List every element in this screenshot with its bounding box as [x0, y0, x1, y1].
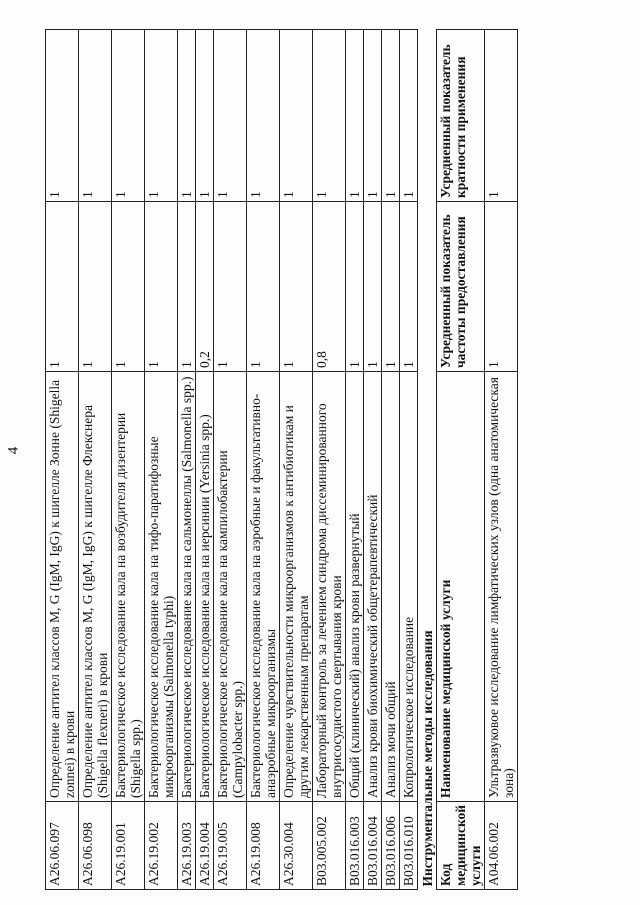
table-row	[382, 30, 400, 890]
cell-mult: 1	[214, 30, 247, 202]
cell-code: A26.06.097	[46, 802, 79, 890]
cell-freq: 1	[145, 202, 178, 372]
cell-code: B03.016.003	[346, 802, 364, 890]
cell-code: A26.19.008	[247, 802, 280, 890]
cell-mult: 1	[46, 30, 79, 202]
cell-freq: 0,8	[313, 202, 346, 372]
services-table	[45, 29, 518, 890]
cell-name: Бактериологическое исследование кала на возбудителя дизентерии (Shigella spp.)	[112, 372, 145, 802]
page-number: 4	[5, 446, 22, 455]
header-name: Наименование медицинской услуги	[437, 372, 485, 802]
cell-code: B03.016.010	[400, 802, 418, 890]
cell-mult: 1	[346, 30, 364, 202]
section-title: Инструментальные методы исследования	[418, 30, 437, 890]
cell-name: Общий (клинический) анализ крови развернутый	[346, 372, 364, 802]
cell-code: B03.016.004	[364, 802, 382, 890]
cell-name: Копрологическое исследование	[400, 372, 418, 802]
cell-mult: 1	[178, 30, 196, 202]
rotated-content	[45, 30, 590, 890]
cell-mult: 1	[247, 30, 280, 202]
table-row	[46, 30, 79, 890]
table-row	[178, 30, 196, 890]
cell-mult: 1	[196, 30, 214, 202]
cell-name: Бактериологическое исследование кала на аэробные и факультативно-анаэробные микроорганизмы	[247, 372, 280, 802]
cell-mult: 1	[145, 30, 178, 202]
cell-freq: 1	[364, 202, 382, 372]
cell-code: A26.19.001	[112, 802, 145, 890]
cell-code: A26.19.005	[214, 802, 247, 890]
cell-code: A04.06.002	[485, 802, 518, 890]
cell-code: B03.016.006	[382, 802, 400, 890]
section-row	[418, 30, 437, 890]
table-row	[400, 30, 418, 890]
table-row	[485, 30, 518, 890]
cell-freq: 1	[382, 202, 400, 372]
header-row	[437, 30, 485, 890]
table-row	[79, 30, 112, 890]
cell-name: Определение антител классов M, G (IgM, IgG) к шигелле Зонне (Shigella zonnei) в крови	[46, 372, 79, 802]
header-mult: Усредненный показатель кратности применения	[437, 30, 485, 202]
cell-code: A26.06.098	[79, 802, 112, 890]
cell-name: Бактериологическое исследование кала на сальмонеллы (Salmonella spp.)	[178, 372, 196, 802]
cell-freq: 1	[247, 202, 280, 372]
table-row	[313, 30, 346, 890]
cell-code: A26.19.002	[145, 802, 178, 890]
table-row	[196, 30, 214, 890]
table-row	[214, 30, 247, 890]
cell-name: Определение чувствительности микроорганизмов к антибиотикам и другим лекарственным препаратам	[280, 372, 313, 802]
cell-freq: 1	[280, 202, 313, 372]
cell-name: Ультразвуковое исследование лимфатических узлов (одна анатомическая зона)	[485, 372, 518, 802]
cell-name: Определение антител классов M, G (IgM, IgG) к шигелле Флекснера (Shigella flexneri) в крови	[79, 372, 112, 802]
cell-mult: 1	[400, 30, 418, 202]
cell-freq: 1	[79, 202, 112, 372]
cell-freq: 1	[485, 202, 518, 372]
cell-mult: 1	[364, 30, 382, 202]
table-row	[346, 30, 364, 890]
cell-mult: 1	[485, 30, 518, 202]
cell-code: A26.19.004	[196, 802, 214, 890]
table-row	[112, 30, 145, 890]
cell-freq: 1	[112, 202, 145, 372]
cell-freq: 0,2	[196, 202, 214, 372]
header-code: Код медицинской услуги	[437, 802, 485, 890]
table-row	[280, 30, 313, 890]
cell-code: A26.30.004	[280, 802, 313, 890]
cell-freq: 1	[346, 202, 364, 372]
cell-name: Бактериологическое исследование кала на иерсинии (Yersinia spp.)	[196, 372, 214, 802]
cell-freq: 1	[178, 202, 196, 372]
table-row	[364, 30, 382, 890]
cell-name: Анализ крови биохимический общетерапевтический	[364, 372, 382, 802]
lab-services-rows	[46, 30, 418, 890]
cell-mult: 1	[280, 30, 313, 202]
cell-mult: 1	[112, 30, 145, 202]
cell-name: Бактериологическое исследование кала на тифо-паратифозные микроорганизмы (Salmonella typhi)	[145, 372, 178, 802]
header-freq: Усредненный показатель частоты предоставления	[437, 202, 485, 372]
table-row	[247, 30, 280, 890]
cell-freq: 1	[46, 202, 79, 372]
cell-name: Бактериологическое исследование кала на кампилобактерии (Campylobacter spp.)	[214, 372, 247, 802]
cell-mult: 1	[382, 30, 400, 202]
table-row	[145, 30, 178, 890]
cell-name: Анализ мочи общий	[382, 372, 400, 802]
cell-freq: 1	[214, 202, 247, 372]
cell-name: Лабораторный контроль за лечением синдрома диссеминированного внутрисосудистого свертывания крови	[313, 372, 346, 802]
cell-mult: 1	[313, 30, 346, 202]
cell-mult: 1	[79, 30, 112, 202]
instrumental-services-rows	[485, 30, 518, 890]
cell-code: B03.005.002	[313, 802, 346, 890]
cell-code: A26.19.003	[178, 802, 196, 890]
cell-freq: 1	[400, 202, 418, 372]
